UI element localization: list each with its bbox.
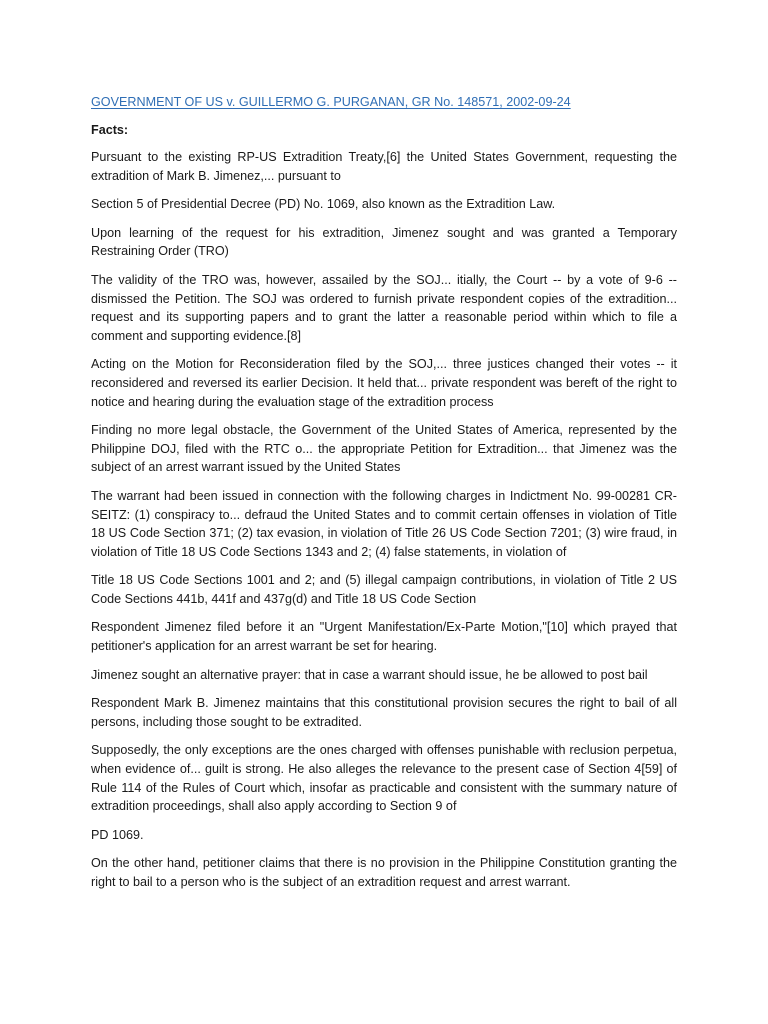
paragraph-petition: Finding no more legal obstacle, the Government of the United States of America, represented by the Philippine DOJ, filed with the RTC o... the appropriate Petition for Extradition... that Jimenez was the subject of an arrest warrant issued by the United States xyxy=(91,423,677,475)
paragraph-tro: Upon learning of the request for his extradition, Jimenez sought and was granted a Temporary Restraining Order (TRO) xyxy=(91,225,677,259)
case-title xyxy=(91,93,677,111)
paragraph-pd-1069: PD 1069. xyxy=(91,827,144,842)
facts-heading: Facts: xyxy=(91,123,129,137)
paragraph-petitioner-claim: On the other hand, petitioner claims that there is no provision in the Philippine Constitution granting the right to bail to a person who is the subject of an extradition request and arrest warrant. xyxy=(91,856,677,889)
paragraph-reconsideration: Acting on the Motion for Reconsideration filed by the SOJ,... three justices changed their votes -- it reconsidered and reversed its earlier Decision. It held that... private respondent was bereft of the right to notice and hearing during the evaluation stage of the extradition process xyxy=(91,357,677,409)
paragraph-treaty: Pursuant to the existing RP-US Extradition Treaty,[6] the United States Government, requesting the extradition of Mark B. Jimenez,... pursuant to xyxy=(91,150,677,183)
paragraph-charges: The warrant had been issued in connection with the following charges in Indictment No. 99-00281 CR-SEITZ: (1) conspiracy to... defraud the United States and to commit certain offenses in violation of Title 18 US Code Section 371; (2) tax evasion, in violation of Title 26 US Code Section 7201; (3) wire fraud, in violation of Title 18 US Code Sections 1343 and 2; (4) false statements, in violation of xyxy=(91,488,677,559)
paragraph-charges-continued: Title 18 US Code Sections 1001 and 2; and (5) illegal campaign contributions, in violation of Title 2 US Code Sections 441b, 441f and 437g(d) and Title 18 US Code Section xyxy=(91,573,677,606)
paragraph-alternative-prayer: Jimenez sought an alternative prayer: that in case a warrant should issue, he be allowed to post bail xyxy=(91,667,648,682)
paragraph-right-to-bail: Respondent Mark B. Jimenez maintains that this constitutional provision secures the right to bail of all persons, including those sought to be extradited. xyxy=(91,696,677,729)
paragraph-exceptions: Supposedly, the only exceptions are the ones charged with offenses punishable with reclusion perpetua, when evidence of... guilt is strong. He also alleges the relevance to the present case of Section 4[59] of Rule 114 of the Rules of Court which, insofar as practicable and consistent with the summary nature of extradition proceedings, shall also apply according to Section 9 of xyxy=(91,743,677,814)
case-title-link[interactable]: GOVERNMENT OF US v. GUILLERMO G. PURGANAN, GR No. 148571, 2002-09-24 xyxy=(91,95,571,109)
paragraph-manifestation: Respondent Jimenez filed before it an "Urgent Manifestation/Ex-Parte Motion,"[10] which prayed that petitioner's application for an arrest warrant be set for hearing. xyxy=(91,620,677,654)
paragraph-extradition-law: Section 5 of Presidential Decree (PD) No. 1069, also known as the Extradition Law. xyxy=(91,197,556,212)
paragraph-tro-validity: The validity of the TRO was, however, assailed by the SOJ... itially, the Court -- by a vote of 9-6 -- dismissed the Petition. The SOJ was ordered to furnish private respondent copies of the extradition... request and its supporting papers and to grant the latter a reasonable period within which to file a comment and supporting evidence.[8] xyxy=(91,272,677,343)
